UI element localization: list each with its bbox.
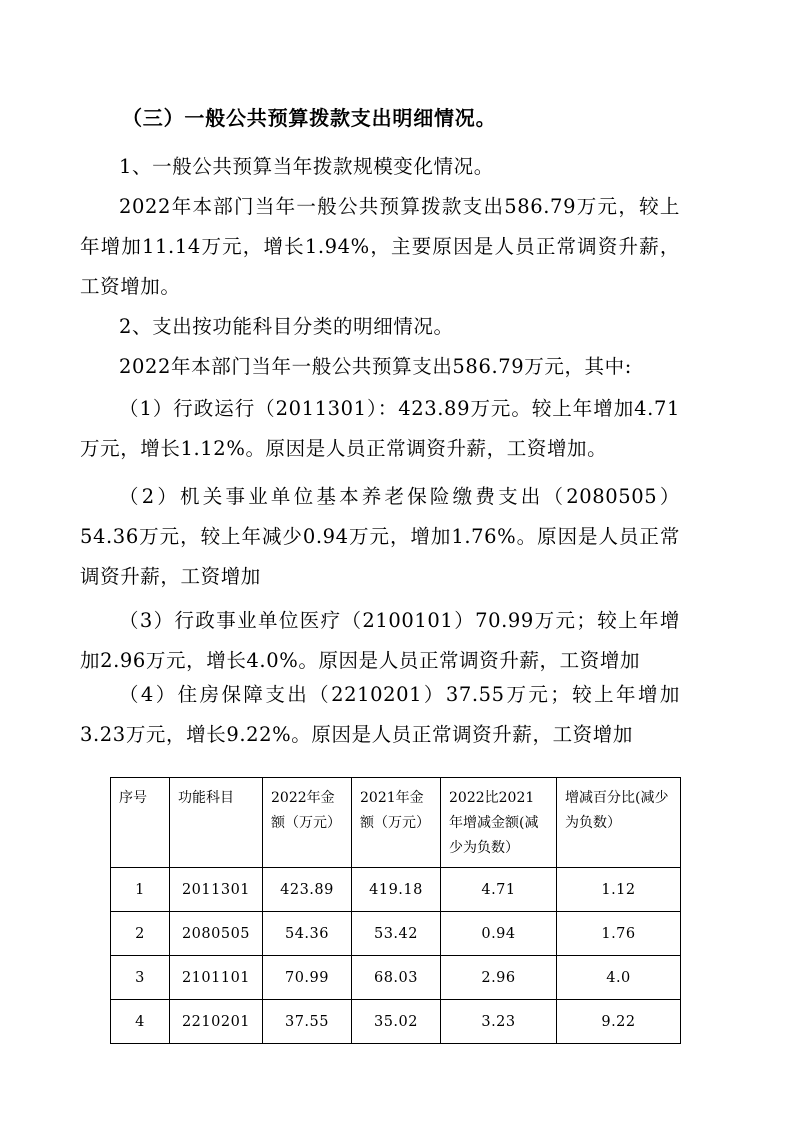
section-heading: （三）一般公共预算拨款支出明细情况。 <box>122 106 497 130</box>
cell-change: 2.96 <box>441 956 557 1000</box>
cell-2022: 37.55 <box>263 1000 352 1044</box>
cell-change: 0.94 <box>441 912 557 956</box>
table-row <box>111 956 681 1000</box>
cell-subject: 2011301 <box>170 868 263 912</box>
cell-index: 4 <box>111 1000 170 1044</box>
cell-2021: 35.02 <box>352 1000 441 1044</box>
cell-index: 3 <box>111 956 170 1000</box>
cell-percent: 1.12 <box>557 868 681 912</box>
table-row <box>111 1000 681 1044</box>
cell-subject: 2080505 <box>170 912 263 956</box>
paragraph-6: （2）机关事业单位基本养老保险缴费支出（2080505）54.36万元，较上年减少0.94万元，增加1.76%。原因是人员正常调资升薪，工资增加 <box>80 485 680 588</box>
header-2022-amount: 2022年金额（万元） <box>263 778 352 868</box>
paragraph-1: 1、一般公共预算当年拨款规模变化情况。 <box>119 155 494 178</box>
cell-change: 3.23 <box>441 1000 557 1044</box>
cell-2022: 54.36 <box>263 912 352 956</box>
paragraph-7: （3）行政事业单位医疗（2100101）70.99万元；较上年增加2.96万元，增长4.0%。原因是人员正常调资升薪，工资增加 <box>80 609 680 672</box>
table-row <box>111 912 681 956</box>
header-index: 序号 <box>111 778 170 868</box>
cell-subject: 2210201 <box>170 1000 263 1044</box>
paragraph-2: 2022年本部门当年一般公共预算拨款支出586.79万元，较上年增加11.14万元，增长1.94%，主要原因是人员正常调资升薪，工资增加。 <box>80 195 680 298</box>
cell-2021: 68.03 <box>352 956 441 1000</box>
table-header-row <box>111 778 681 868</box>
cell-subject: 2101101 <box>170 956 263 1000</box>
paragraph-3: 2、支出按功能科目分类的明细情况。 <box>119 315 454 338</box>
paragraph-4: 2022年本部门当年一般公共预算支出586.79万元，其中: <box>119 355 632 378</box>
cell-2022: 70.99 <box>263 956 352 1000</box>
table-row <box>111 868 681 912</box>
cell-change: 4.71 <box>441 868 557 912</box>
cell-2022: 423.89 <box>263 868 352 912</box>
cell-percent: 4.0 <box>557 956 681 1000</box>
header-function-subject: 功能科目 <box>170 778 263 868</box>
header-change-amount: 2022比2021年增减金额(减少为负数） <box>441 778 557 868</box>
header-change-percent: 增减百分比(减少为负数） <box>557 778 681 868</box>
cell-percent: 1.76 <box>557 912 681 956</box>
cell-index: 2 <box>111 912 170 956</box>
paragraph-8: （4）住房保障支出（2210201）37.55万元；较上年增加3.23万元，增长9.22%。原因是人员正常调资升薪，工资增加 <box>80 683 680 746</box>
cell-percent: 9.22 <box>557 1000 681 1044</box>
paragraph-5: （1）行政运行（2011301）：423.89万元。较上年增加4.71万元，增长1.12%。原因是人员正常调资升薪，工资增加。 <box>80 397 680 460</box>
header-2021-amount: 2021年金额（万元） <box>352 778 441 868</box>
expenditure-table <box>110 777 681 1044</box>
cell-2021: 53.42 <box>352 912 441 956</box>
cell-index: 1 <box>111 868 170 912</box>
cell-2021: 419.18 <box>352 868 441 912</box>
